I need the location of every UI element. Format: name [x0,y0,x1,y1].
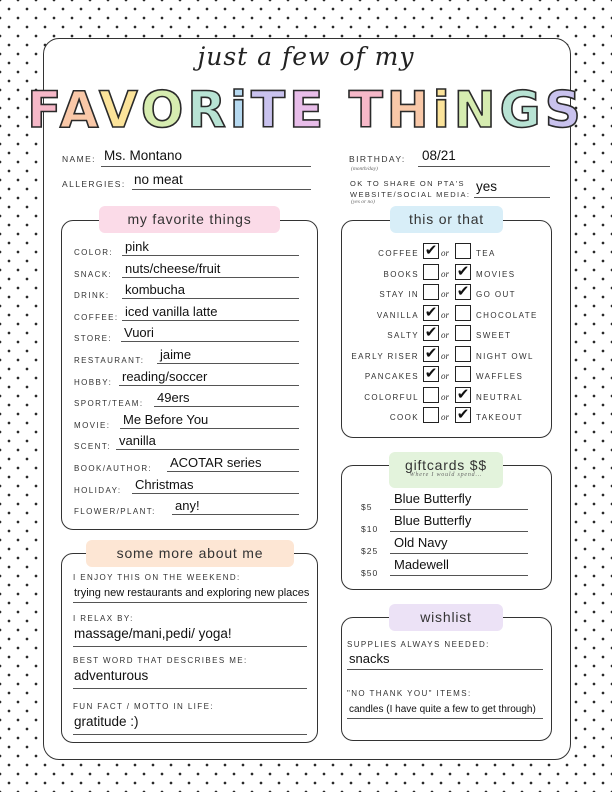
wishlist-title: wishlist [389,604,503,631]
title-letter: G [499,81,545,139]
this-checkbox[interactable] [423,284,439,300]
title-letter: S [544,81,585,139]
more-about-title: some more about me [86,540,294,567]
this-option-label: STAY IN [379,290,419,299]
or-text: or [441,268,450,279]
about-value[interactable]: adventurous [74,668,149,683]
title-letter: A [59,81,99,139]
or-text: or [441,330,450,340]
giftcards-subtitle: Where I would spend... [409,472,483,478]
title-letter: T [348,81,387,139]
share-sub: (yes or no) [351,199,375,205]
or-text: or [441,371,450,381]
favorite-label: HOLIDAY: [74,485,122,495]
name-label: NAME: [62,154,96,164]
that-checkbox[interactable] [455,346,471,362]
title-letter: i [229,81,251,139]
favorite-value[interactable]: jaime [160,347,192,362]
giftcard-value[interactable]: Blue Butterfly [394,491,472,506]
favorite-line [122,298,299,299]
favorite-value[interactable]: nuts/cheese/fruit [125,260,221,276]
allergies-value[interactable]: no meat [134,172,183,187]
this-checkbox[interactable]: ✔ [424,323,438,341]
this-option-label: EARLY RISER [351,351,419,361]
favorite-label: COFFEE: [74,312,119,322]
that-option-label: GO OUT [476,290,516,299]
favorite-value[interactable]: iced vanilla latte [125,303,218,319]
this-checkbox[interactable] [423,407,439,423]
wishlist-label: "NO THANK YOU" ITEMS: [347,689,472,698]
title-letter: H [386,81,433,139]
favorite-label: FLOWER/PLANT: [74,507,156,517]
giftcard-amount: $50 [361,568,379,578]
about-label: FUN FACT / MOTTO IN LIFE: [73,702,214,711]
wishlist-line [347,718,543,719]
big-title [0,80,612,140]
that-checkbox[interactable] [455,305,471,321]
wishlist-value[interactable]: candles (I have quite a few to get through) [349,704,536,715]
about-line [73,734,307,735]
giftcard-line [390,575,528,576]
this-checkbox[interactable]: ✔ [424,241,438,259]
giftcards-title-text: giftcards $$ [405,457,487,473]
favorite-line [154,406,299,407]
favorite-line [172,514,299,515]
or-text: or [441,412,450,422]
title-letter: V [99,81,141,139]
favorite-line [157,363,299,364]
favorite-value[interactable]: reading/soccer [122,368,208,384]
that-checkbox[interactable] [455,325,471,341]
allergies-label: ALLERGIES: [62,179,126,189]
favorite-line [167,471,299,472]
share-label-2: WEBSITE/SOCIAL MEDIA: [350,190,471,199]
this-checkbox[interactable]: ✔ [424,302,438,321]
this-option-label: BOOKS [383,269,419,279]
or-text: or [441,248,450,258]
giftcard-line [390,553,528,554]
about-label: I ENJOY THIS ON THE WEEKEND: [73,573,241,582]
favorite-value[interactable]: Vuori [124,325,154,341]
favorite-line [116,449,299,450]
share-label-1: OK TO SHARE ON PTA'S [350,179,465,188]
wishlist-line [347,669,543,670]
that-option-label: NIGHT OWL [476,351,534,361]
that-checkbox[interactable] [455,243,471,259]
about-line [73,646,307,647]
about-label: I RELAX BY: [73,614,134,623]
this-option-label: COFFEE [378,249,419,258]
this-checkbox[interactable]: ✔ [424,343,438,362]
favorite-label: SCENT: [74,442,111,452]
favorite-label: HOBBY: [74,377,113,387]
favorite-label: DRINK: [74,291,110,301]
favorite-value[interactable]: ACOTAR series [170,455,262,470]
birthday-label: BIRTHDAY: [349,154,406,164]
about-value[interactable]: gratitude :) [74,714,139,729]
birthday-value[interactable]: 08/21 [422,148,456,163]
giftcard-amount: $10 [361,524,379,534]
this-option-label: SALTY [387,331,419,340]
about-label: BEST WORD THAT DESCRIBES ME: [73,656,248,665]
wishlist-label: SUPPLIES ALWAYS NEEDED: [347,640,490,649]
birthday-line [418,166,550,167]
favorite-line [122,320,299,321]
favorite-line [122,255,299,256]
favorite-label: STORE: [74,334,113,344]
that-checkbox[interactable]: ✔ [456,282,470,300]
favorite-line [119,385,299,386]
title-letter: T [251,81,290,139]
share-line [474,197,550,198]
that-option-label: NEUTRAL [476,392,524,402]
favorite-value[interactable]: pink [125,239,149,254]
about-line [73,602,307,603]
about-value[interactable]: massage/mani,pedi/ yoga! [74,626,232,641]
favorite-value[interactable]: vanilla [119,433,156,449]
favorite-value[interactable]: Me Before You [123,411,209,427]
that-option-label: TEA [476,249,496,258]
title-letter: F [27,81,60,139]
this-option-label: COOK [389,413,419,422]
favorite-label: COLOR: [74,248,114,257]
favorite-label: MOVIE: [74,420,111,430]
favorite-value[interactable]: any! [175,498,200,514]
or-text: or [441,289,450,299]
about-value[interactable]: trying new restaurants and exploring new places [74,587,310,599]
giftcard-value[interactable]: Madewell [394,557,449,572]
that-option-label: SWEET [476,331,512,340]
share-value[interactable]: yes [476,179,498,194]
this-checkbox[interactable] [423,264,439,280]
giftcard-line [390,531,528,532]
birthday-sub: (month/day) [351,166,378,172]
wishlist-box [341,617,552,741]
that-option-label: CHOCOLATE [476,310,538,320]
this-option-label: COLORFUL [364,392,419,402]
this-or-that-title: this or that [390,206,503,233]
that-option-label: TAKEOUT [476,413,523,422]
favorite-line [132,493,299,494]
this-option-label: PANCAKES [364,372,419,381]
that-option-label: WAFFLES [476,372,524,381]
giftcard-amount: $5 [361,502,373,512]
giftcard-amount: $25 [361,546,379,556]
favorite-label: SPORT/TEAM: [74,399,144,409]
or-text: or [441,391,450,402]
that-checkbox[interactable]: ✔ [456,261,470,280]
this-checkbox[interactable]: ✔ [424,364,438,382]
title-letter [327,81,348,139]
allergies-line [132,189,311,190]
favorites-title: my favorite things [99,206,280,233]
giftcards-title [389,452,503,488]
this-checkbox[interactable] [423,387,439,403]
that-checkbox[interactable]: ✔ [456,405,470,423]
name-value[interactable]: Ms. Montano [104,148,183,163]
favorite-value[interactable]: kombucha [125,282,185,298]
or-text: or [441,350,450,361]
favorite-label: SNACK: [74,269,113,279]
giftcard-line [390,509,528,510]
name-line [101,166,311,167]
title-letter: N [453,81,500,139]
title-letter: O [140,81,188,139]
that-checkbox[interactable]: ✔ [456,384,470,403]
that-checkbox[interactable] [455,366,471,382]
that-option-label: MOVIES [476,269,516,279]
or-text: or [441,309,450,320]
about-line [73,688,307,689]
favorite-value[interactable]: Christmas [135,476,194,492]
giftcard-value[interactable]: Blue Butterfly [394,513,472,528]
this-option-label: VANILLA [376,310,419,320]
favorite-label: BOOK/AUTHOR: [74,464,153,473]
wishlist-value[interactable]: snacks [349,651,390,666]
favorite-value[interactable]: 49ers [157,390,190,406]
title-letter: E [289,81,328,139]
title-letter: i [432,81,454,139]
favorite-label: RESTAURANT: [74,356,145,365]
title-letter: R [187,81,230,139]
favorite-line [122,277,299,278]
favorite-line [121,341,299,342]
script-title: just a few of my [197,42,415,71]
giftcard-value[interactable]: Old Navy [394,535,448,550]
favorite-line [120,428,299,429]
